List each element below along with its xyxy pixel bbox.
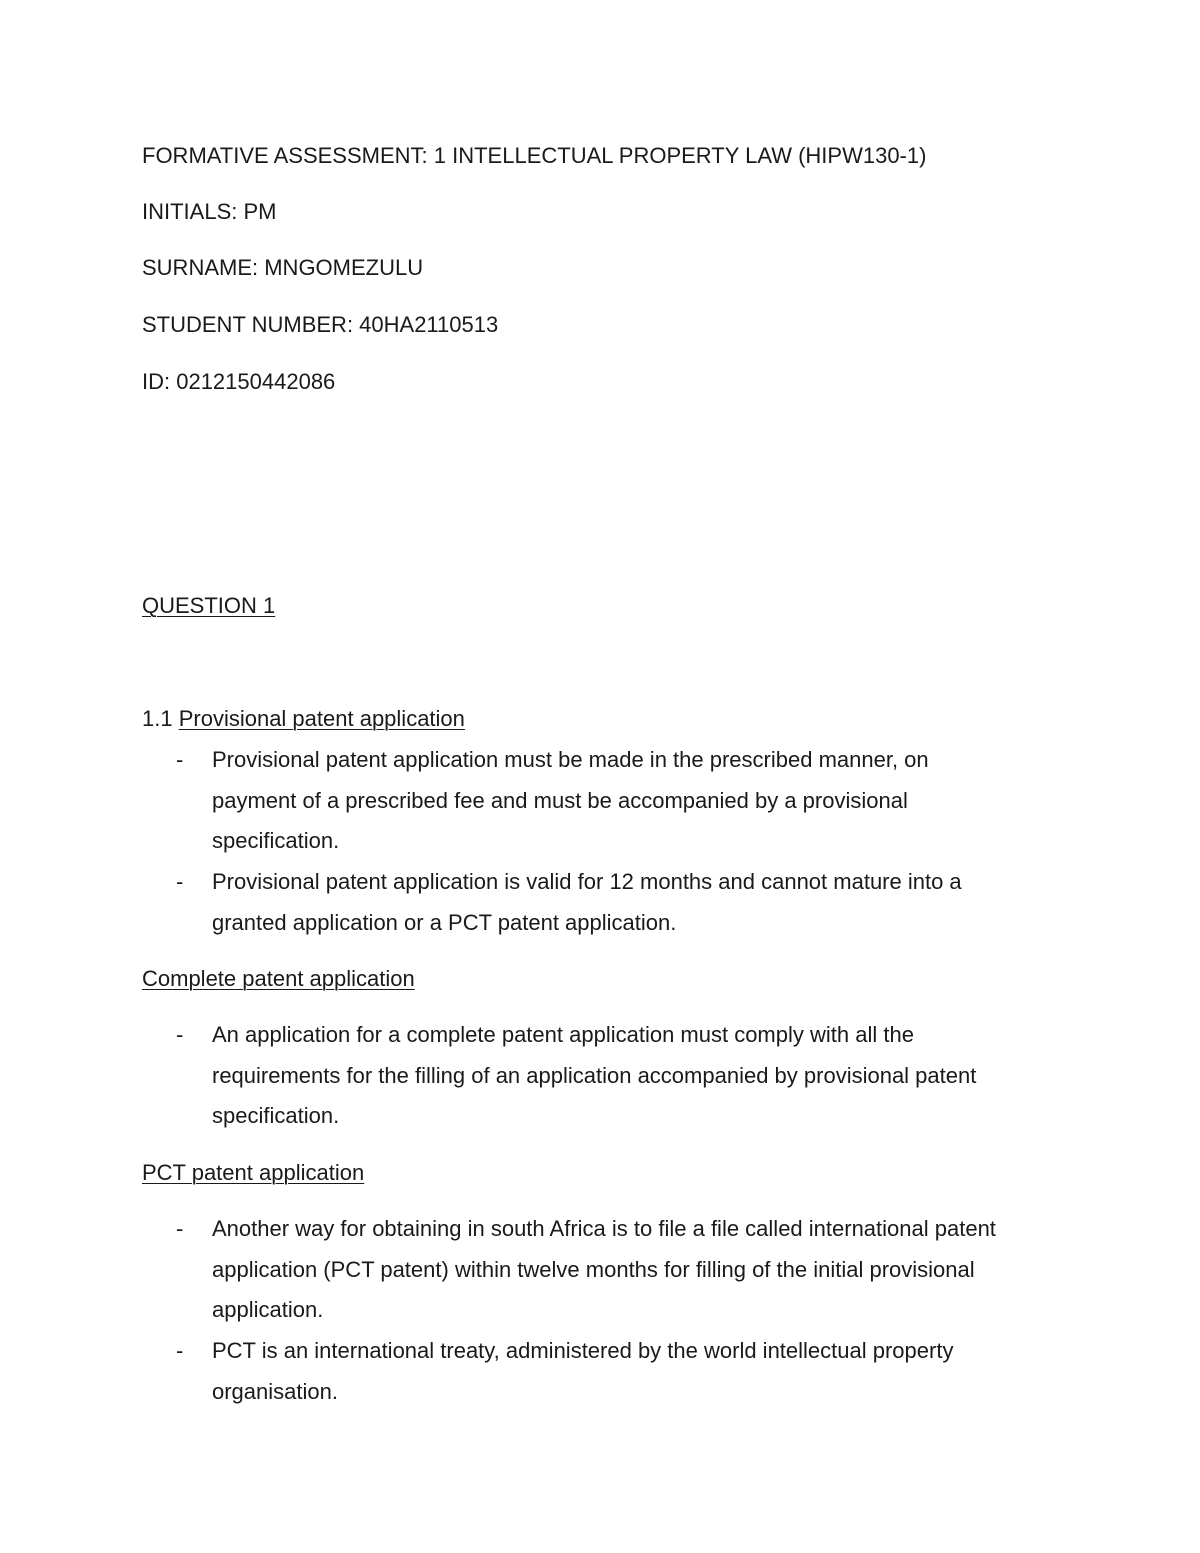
section-heading-complete: Complete patent application: [142, 966, 415, 991]
bullet-marker: -: [176, 747, 184, 772]
bullet-line: application (PCT patent) within twelve months for filling of the initial provisional: [212, 1257, 975, 1282]
bullet-marker: -: [176, 1338, 184, 1363]
subsection-heading-provisional: [142, 706, 465, 732]
question-heading: QUESTION 1: [142, 593, 276, 618]
surname-field: SURNAME: MNGOMEZULU: [142, 255, 424, 280]
section-heading-pct: PCT patent application: [142, 1160, 365, 1185]
bullet-line: Another way for obtaining in south Africa is to file a file called international patent: [212, 1216, 996, 1241]
id-field: ID: 0212150442086: [142, 369, 336, 394]
bullet-marker: -: [176, 869, 184, 894]
bullet-line: payment of a prescribed fee and must be accompanied by a provisional: [212, 788, 908, 813]
bullet-line: Provisional patent application must be made in the prescribed manner, on: [212, 747, 929, 772]
initials-field: INITIALS: PM: [142, 199, 277, 224]
bullet-line: specification.: [212, 828, 340, 853]
subsection-number: 1.1: [142, 706, 173, 731]
bullet-line: application.: [212, 1297, 324, 1322]
student-number-field: STUDENT NUMBER: 40HA2110513: [142, 312, 499, 337]
subsection-title: Provisional patent application: [178, 706, 465, 731]
bullet-line: requirements for the filling of an application accompanied by provisional patent: [212, 1063, 977, 1088]
bullet-line: PCT is an international treaty, administered by the world intellectual property: [212, 1338, 954, 1363]
bullet-line: specification.: [212, 1103, 340, 1128]
document-title: FORMATIVE ASSESSMENT: 1 INTELLECTUAL PROPERTY LAW (HIPW130-1): [142, 143, 927, 168]
bullet-line: Provisional patent application is valid for 12 months and cannot mature into a: [212, 869, 962, 894]
bullet-line: An application for a complete patent application must comply with all the: [212, 1022, 914, 1047]
bullet-line: granted application or a PCT patent application.: [212, 910, 677, 935]
bullet-line: organisation.: [212, 1379, 338, 1404]
bullet-marker: -: [176, 1216, 184, 1241]
bullet-marker: -: [176, 1022, 184, 1047]
